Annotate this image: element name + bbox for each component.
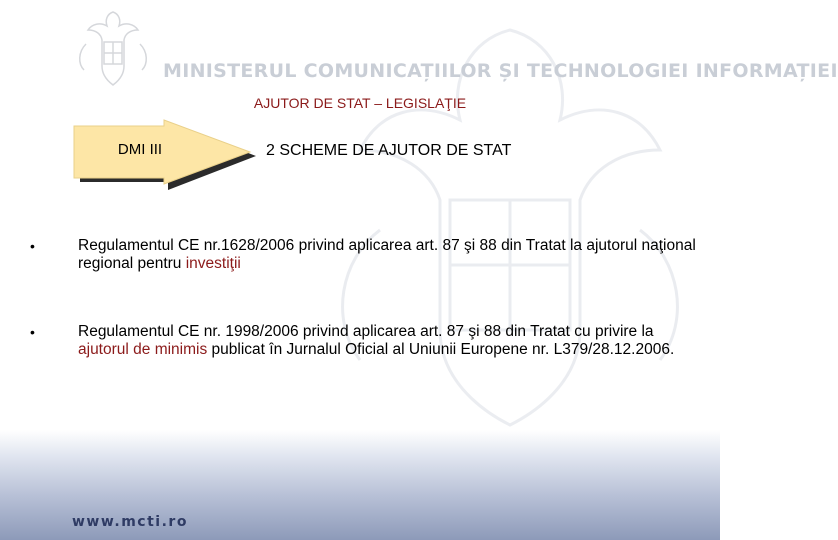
regulation-1628-text xyxy=(78,237,706,273)
bullet-marker: • xyxy=(30,238,35,254)
regulation-text-segment: Regulamentul CE nr.1628/2006 privind aplicarea art. 87 şi 88 din Tratat la ajutorul naţional regional pentru xyxy=(78,237,696,272)
highlighted-term: ajutorul de minimis xyxy=(78,341,208,358)
regulation-1998-text xyxy=(78,323,706,359)
dmi-label: DMI III xyxy=(117,141,163,158)
regulation-text-segment: publicat în Jurnalul Oficial al Uniunii Europene nr. L379/28.12.2006. xyxy=(207,341,675,358)
website-link[interactable]: www.mcti.ro xyxy=(72,514,188,530)
ministry-name: MINISTERUL COMUNICAȚIILOR ȘI TECHNOLOGIEI INFORMAȚIEI xyxy=(163,60,838,82)
highlighted-term: investiţii xyxy=(185,255,241,272)
slide-title: AJUTOR DE STAT – LEGISLAŢIE xyxy=(253,95,467,111)
bullet-marker: • xyxy=(30,324,35,340)
scheme-label: 2 SCHEME DE AJUTOR DE STAT xyxy=(266,142,512,159)
romanian-coat-of-arms-icon xyxy=(72,8,154,88)
regulation-text-segment: Regulamentul CE nr. 1998/2006 privind aplicarea art. 87 şi 88 din Tratat cu privire la xyxy=(78,323,654,340)
